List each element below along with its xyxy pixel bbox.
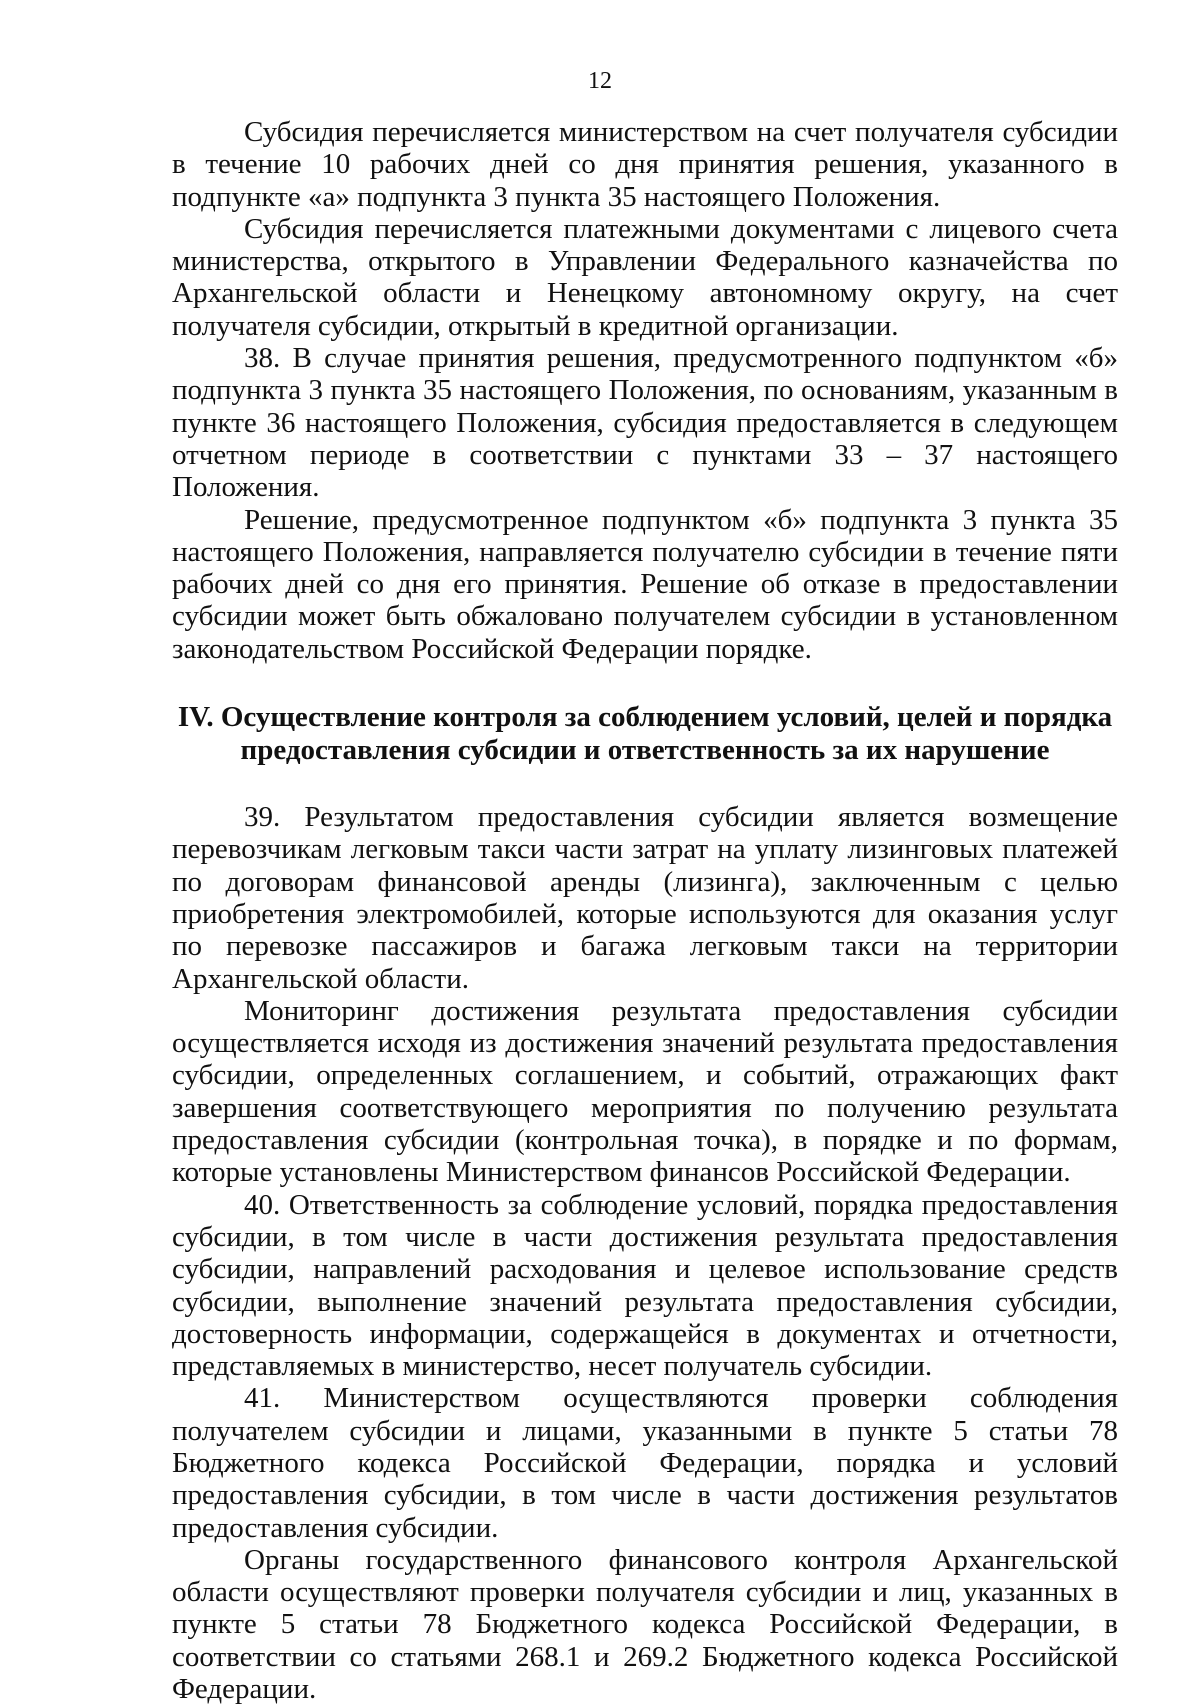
- section-heading-line-2: предоставления субсидии и ответственность за их нарушение: [240, 734, 1050, 767]
- paragraph-financial-control: Органы государственного финансового контроля Архангельской области осуществляют проверки получателя субсидии и лиц, указанных в пункте 5 статьи 78 Бюджетного кодекса Российской Федерации, в соответствии со статьями 268.1 и 269.2 Бюджетного кодекса Российской Федерации.: [172, 1543, 1118, 1705]
- paragraph-39: 39. Результатом предоставления субсидии является возмещение перевозчикам легковым такси части затрат на уплату лизинговых платежей по договорам финансовой аренды (лизинга), заключенным с целью приобретения электромобилей, которые используются для оказания услуг по перевозке пассажиров и багажа легковым такси на территории Архангельской области.: [172, 801, 1118, 995]
- section-heading-line-1: IV. Осуществление контроля за соблюдением условий, целей и порядка: [177, 701, 1113, 734]
- paragraph-38: 38. В случае принятия решения, предусмотренного подпунктом «б» подпункта 3 пункта 35 настоящего Положения, по основаниям, указанным в пункте 36 настоящего Положения, субсидия предоставляется в следующем отчетном периоде в соответствии с пунктами 33 – 37 настоящего Положения.: [172, 342, 1118, 504]
- paragraph-41: 41. Министерством осуществляются проверки соблюдения получателем субсидии и лицами, указанными в пункте 5 статьи 78 Бюджетного кодекса Российской Федерации, порядка и условий предоставления субсидии, в том числе в части достижения результатов предоставления субсидии.: [172, 1382, 1118, 1544]
- paragraph-decision-notice: Решение, предусмотренное подпунктом «б» подпункта 3 пункта 35 настоящего Положения, направляется получателю субсидии в течение пяти рабочих дней со дня его принятия. Решение об отказе в предоставлении субсидии может быть обжаловано получателем субсидии в установленном законодательством Российской Федерации порядке.: [172, 503, 1118, 665]
- paragraph-subsidy-transfer: Субсидия перечисляется министерством на счет получателя субсидии в течение 10 рабочих дней со дня принятия решения, указанного в подпункте «а» подпункта 3 пункта 35 настоящего Положения.: [172, 116, 1118, 213]
- section-heading-iv: [172, 701, 1118, 767]
- paragraph-monitoring: Мониторинг достижения результата предоставления субсидии осуществляется исходя из достижения значений результата предоставления субсидии, определенных соглашением, и событий, отражающих факт завершения соответствующего мероприятия по получению результата предоставления субсидии (контрольная точка), в порядке и по формам, которые установлены Министерством финансов Российской Федерации.: [172, 994, 1118, 1189]
- paragraph-40: 40. Ответственность за соблюдение условий, порядка предоставления субсидии, в том числе в части достижения результата предоставления субсидии, направлений расходования и целевое использование средств субсидии, выполнение значений результата предоставления субсидии, достоверность информации, содержащейся в документах и отчетности, представляемых в министерство, несет получатель субсидии.: [172, 1188, 1118, 1383]
- paragraph-payment-documents: Субсидия перечисляется платежными документами с лицевого счета министерства, открытого в Управлении Федерального казначейства по Архангельской области и Ненецкому автономному округу, на счет получателя субсидии, открытый в кредитной организации.: [172, 212, 1118, 342]
- page-number: 12: [588, 68, 612, 94]
- document-body: [172, 116, 1118, 1705]
